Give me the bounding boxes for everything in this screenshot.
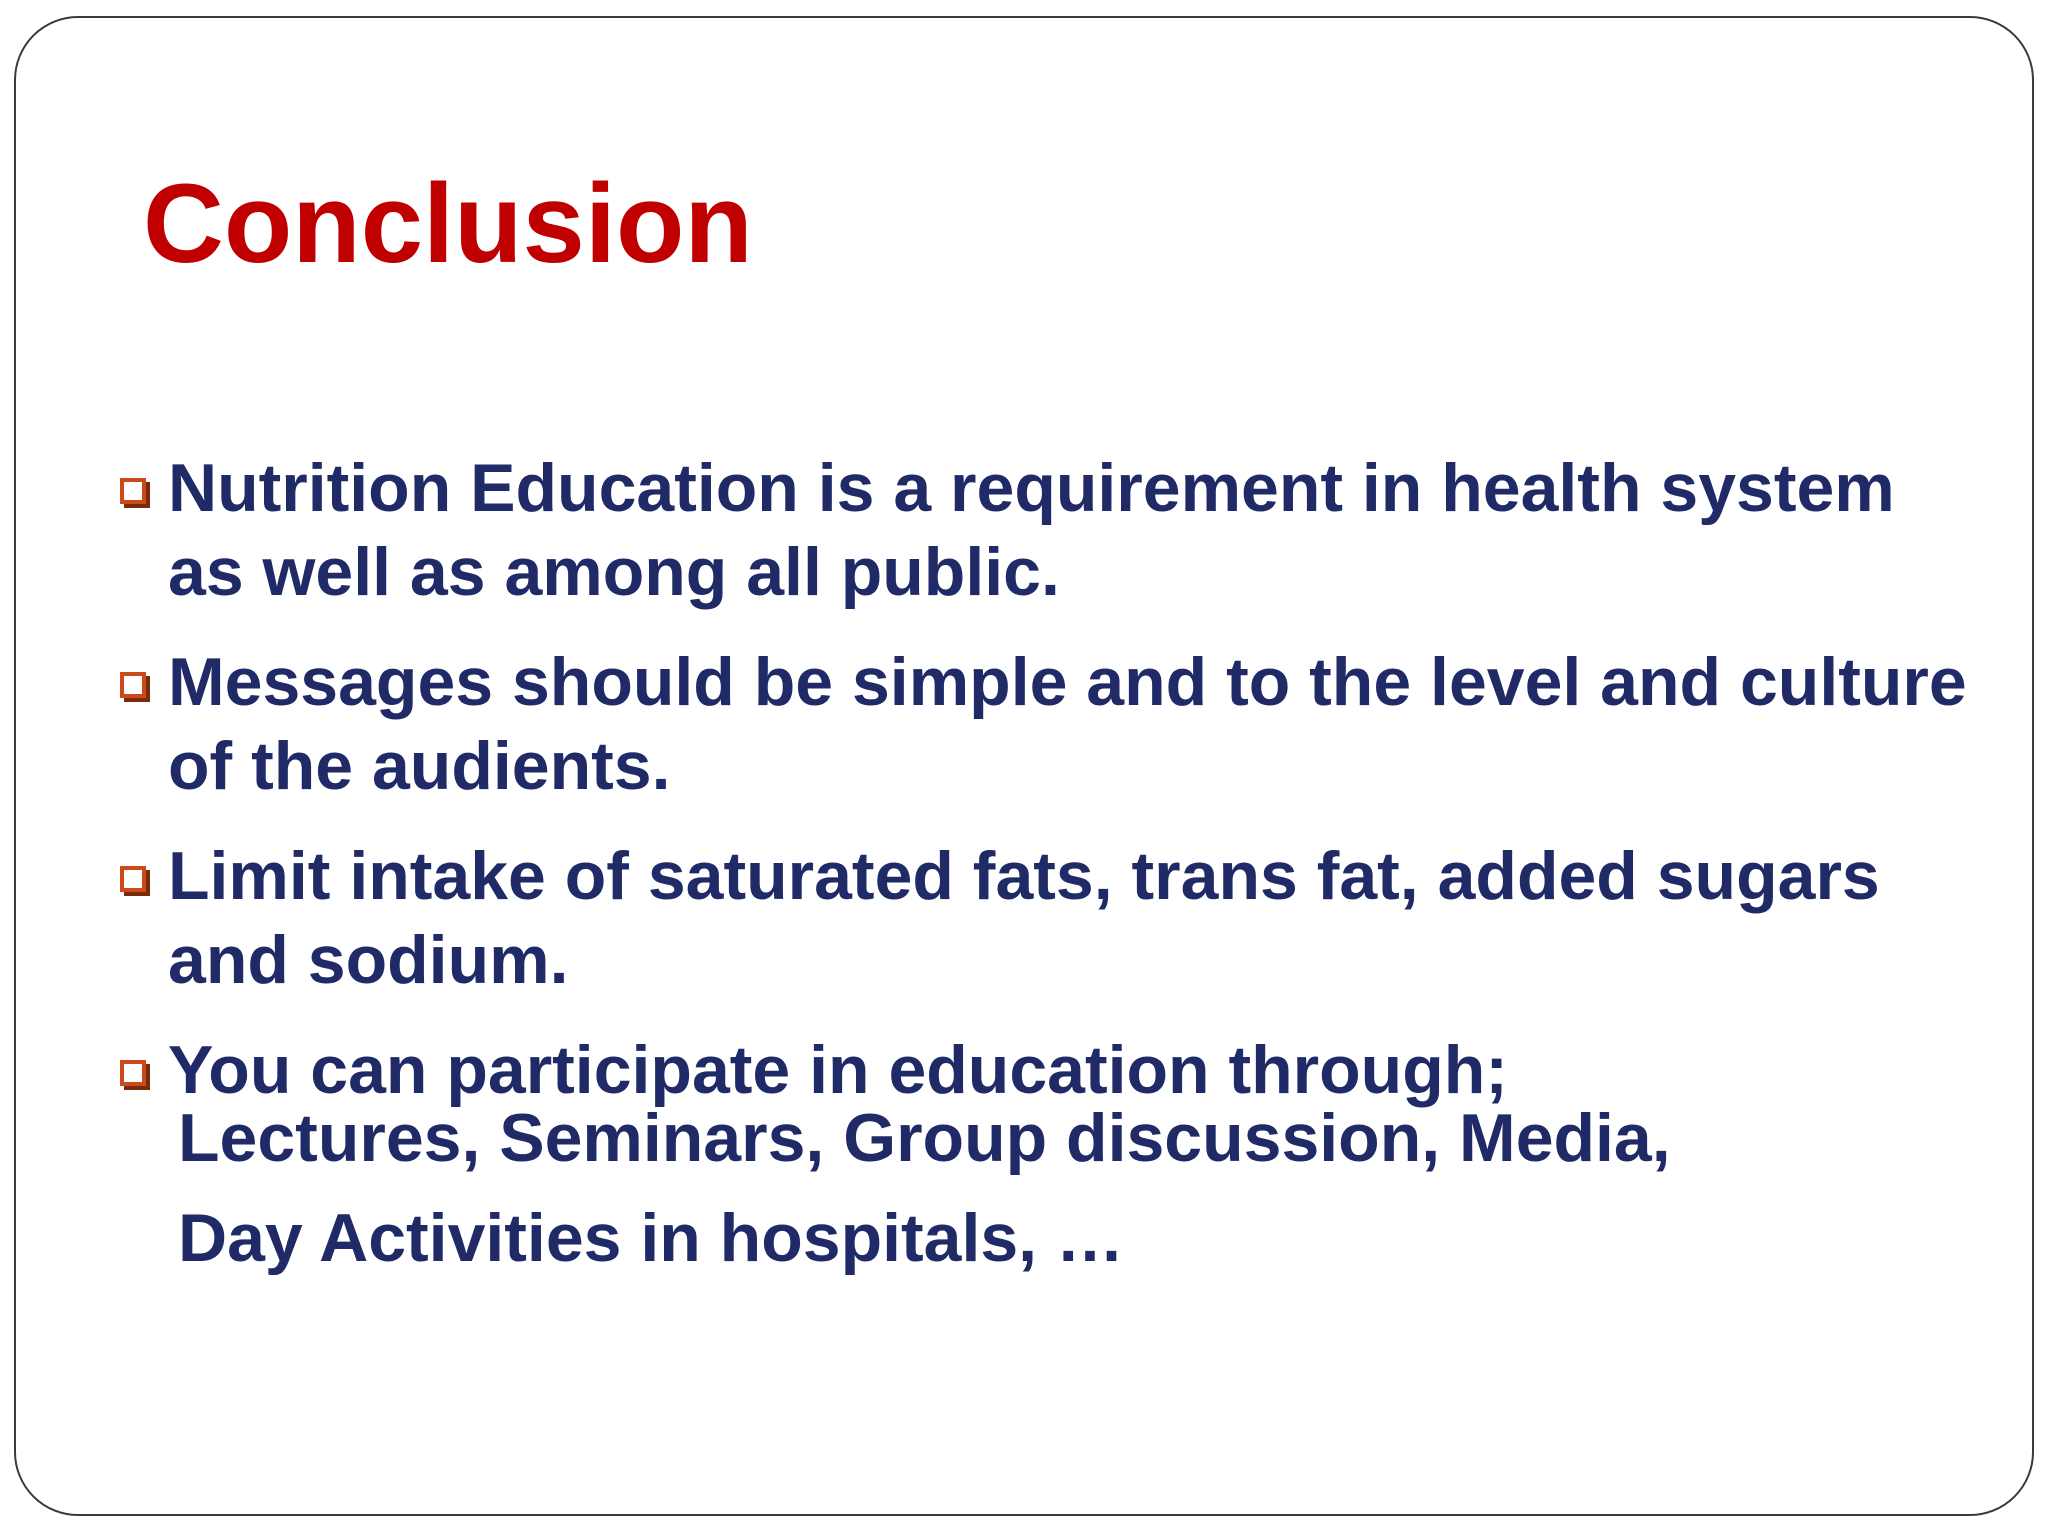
- hollow-square-bullet-icon: [120, 672, 146, 698]
- sub-line-education-methods: Lectures, Seminars, Group discussion, Media,: [178, 1100, 1671, 1176]
- bullet-list: [112, 446, 1972, 1138]
- hollow-square-bullet-icon: [120, 866, 146, 892]
- hollow-square-bullet-icon: [120, 478, 146, 504]
- bullet-text: You can participate in education through;: [168, 1032, 1508, 1108]
- slide-title: Conclusion: [143, 161, 753, 286]
- bullet-item: [112, 834, 1972, 1002]
- slide: [14, 16, 2034, 1516]
- hollow-square-bullet-icon: [120, 1060, 146, 1086]
- bullet-text: Nutrition Education is a requirement in health system as well as among all public.: [168, 450, 1895, 610]
- bullet-item: [112, 640, 1972, 808]
- bullet-item: [112, 446, 1972, 614]
- sub-line-day-activities: Day Activities in hospitals, …: [178, 1200, 1124, 1276]
- bullet-text: Messages should be simple and to the level and culture of the audients.: [168, 644, 1967, 804]
- bullet-text: Limit intake of saturated fats, trans fat, added sugars and sodium.: [168, 838, 1880, 998]
